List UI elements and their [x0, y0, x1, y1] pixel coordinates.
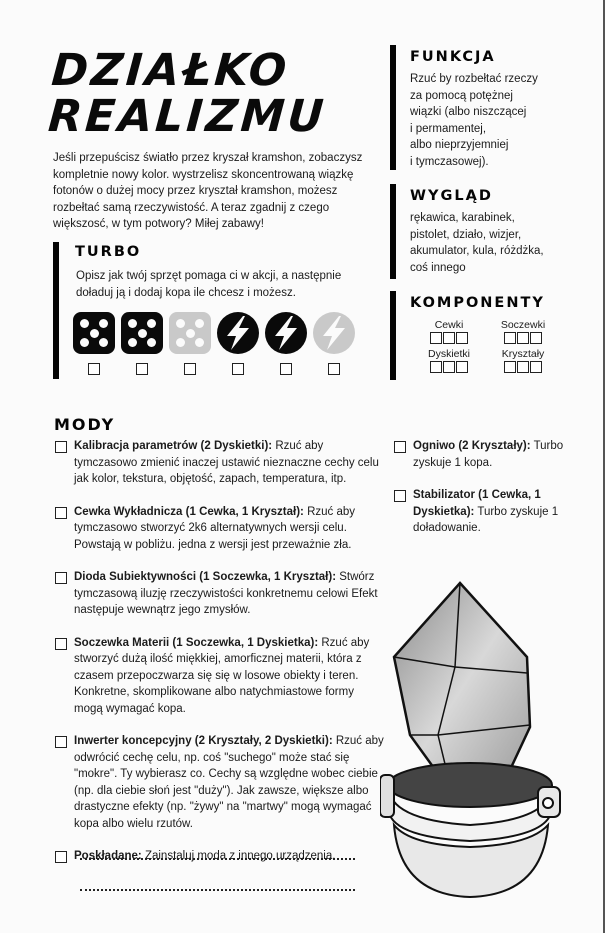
mod-name: Ogniwo (2 Kryształy): [413, 440, 531, 452]
component-label: Dyskietki [427, 348, 470, 360]
turbo-item [217, 312, 259, 375]
mod-description: Rzuć aby tymczasowo zmienić inaczej ustawić nieznaczne cechy celu jak kolor, tekstura, objętość, zapach, temperatura, itp. [74, 440, 379, 485]
wyglad-line: rękawica, karabinek, [410, 212, 515, 224]
component-checkbox[interactable] [443, 332, 455, 344]
mod-name: Inwerter koncepcyjny (2 Kryształy, 2 Dyskietki): [74, 735, 333, 747]
die-five-icon [73, 312, 115, 354]
component-checkbox[interactable] [530, 332, 542, 344]
komponenty-heading: KOMPONENTY [410, 295, 545, 311]
komponenty-section [390, 291, 596, 380]
mod-item [394, 438, 584, 471]
mod-checkbox[interactable] [55, 507, 67, 519]
mody-heading: MODY [54, 415, 116, 434]
funkcja-section [390, 45, 596, 170]
title-line-2: REALIZMU [46, 91, 329, 142]
mod-item [55, 569, 385, 619]
turbo-item [313, 312, 355, 375]
component-checkbox[interactable] [517, 332, 529, 344]
title-line-1: DZIAŁKO [49, 45, 292, 96]
turbo-item [73, 312, 115, 375]
mod-checkbox[interactable] [55, 638, 67, 650]
mod-checkbox[interactable] [55, 736, 67, 748]
funkcja-text [410, 71, 538, 170]
turbo-checkbox[interactable] [328, 363, 340, 375]
mod-description: Rzuć aby tymczasowo stworzyć 2k6 alternatywnych wersji celu. Powstają w pobliżu. jedna z wersji jest przeważnie zła. [74, 505, 356, 551]
component-checkbox[interactable] [443, 361, 455, 373]
die-five-icon [169, 312, 211, 354]
write-in-line[interactable] [80, 858, 355, 860]
funkcja-line: i permamentej, [410, 122, 487, 135]
mod-name: Soczewka Materii (1 Soczewka, 1 Dyskietka): [74, 636, 319, 649]
funkcja-heading: FUNKCJA [410, 49, 496, 65]
component-checkbox[interactable] [517, 361, 529, 373]
mod-checkbox[interactable] [55, 441, 67, 453]
die-five-icon [121, 312, 163, 354]
turbo-item [121, 312, 163, 375]
turbo-description: Opisz jak twój sprzęt pomaga ci w akcji, a następnie doładuj ją i dodaj kopa ile chcesz i możesz. [76, 270, 342, 299]
write-in-line[interactable] [80, 889, 355, 891]
mod-item [55, 733, 385, 832]
component-label: Soczewki [500, 319, 546, 331]
mod-item [55, 504, 385, 554]
wyglad-text [410, 210, 544, 276]
funkcja-line: Rzuć by rozbełtać rzeczy [410, 73, 538, 85]
mod-checkbox[interactable] [394, 441, 406, 453]
mods-list-left [55, 438, 385, 881]
turbo-item [169, 312, 211, 375]
component-checkbox[interactable] [530, 361, 542, 373]
crystal-device-illustration [380, 575, 580, 905]
mod-checkbox[interactable] [394, 490, 406, 502]
component-checkbox[interactable] [430, 332, 442, 344]
mod-name: Poskładane: [74, 850, 142, 862]
mod-description: Rzuć aby stworzyć dużą ilość miękkiej, amorficznej materii, która z czasem przepoczwarza się się w losowe obiekty i teren. Konkretne, skomplikowane albo natychmiastowe formy mogą wymagać kopa. [74, 636, 370, 715]
component-checkbox[interactable] [456, 361, 468, 373]
component-checkbox[interactable] [456, 332, 468, 344]
mod-name: Kalibracja parametrów (2 Dyskietki): [74, 440, 273, 452]
wyglad-section [390, 184, 596, 279]
turbo-checkbox[interactable] [184, 363, 196, 375]
mod-checkbox[interactable] [55, 572, 67, 584]
component-label: Kryształy [501, 348, 545, 360]
turbo-checkbox[interactable] [88, 363, 100, 375]
wyglad-heading: WYGLĄD [410, 188, 493, 204]
mod-description: Turbo zyskuje 1 kopa. [413, 440, 564, 469]
component-soczewki [492, 319, 554, 344]
mod-checkbox[interactable] [55, 851, 67, 863]
component-checkbox[interactable] [504, 332, 516, 344]
mod-name: Cewka Wykładnicza (1 Cewka, 1 Kryształ): [74, 505, 304, 518]
wyglad-line: akumulator, kula, różdżka, [410, 245, 544, 257]
turbo-item [265, 312, 307, 375]
component-checkbox[interactable] [504, 361, 516, 373]
component-checkbox[interactable] [430, 361, 442, 373]
funkcja-line: i tymczasowej). [410, 155, 489, 168]
mod-name: Dioda Subiektywności (1 Soczewka, 1 Kryształ): [74, 571, 337, 583]
lightning-bolt-icon [313, 312, 355, 354]
funkcja-line: wiązki (albo niszczącej [410, 106, 527, 118]
mods-list-right [394, 438, 584, 553]
turbo-checkbox[interactable] [280, 363, 292, 375]
lightning-bolt-icon [217, 312, 259, 354]
wyglad-line: pistolet, działo, wizjer, [410, 228, 522, 241]
page-title [46, 45, 353, 142]
intro-paragraph: Jeśli przepuścisz światło przez kryszał kramshon, zobaczysz kompletnie nowy kolor. wystrzelisz skoncentrowaną wiązkę fotonów o dużej mocy przez kryształ kramshon, możesz rozbełtać samą rzeczywistość. A teraz zgadnij z czego większosć, w tym potwory? Miłej zabawy! [53, 152, 363, 230]
turbo-section [53, 242, 359, 379]
component-krysztaly [492, 348, 554, 373]
mod-description: Stwórz tymczasową iluzję rzeczywistości konkretnemu celowi Efekt następuje wewnątrz jego zmysłów. [74, 571, 378, 616]
component-label: Cewki [434, 319, 464, 331]
wyglad-line: coś innego [410, 261, 466, 274]
turbo-tracker [73, 312, 355, 375]
turbo-checkbox[interactable] [232, 363, 244, 375]
turbo-checkbox[interactable] [136, 363, 148, 375]
lightning-bolt-icon [265, 312, 307, 354]
component-cewki [418, 319, 480, 344]
funkcja-line: albo nieprzyjemniej [410, 139, 509, 151]
mod-item [55, 848, 385, 865]
mod-name: Stabilizator (1 Cewka, 1 Dyskietka): [413, 489, 541, 518]
mod-item [55, 438, 385, 488]
turbo-heading: TURBO [75, 244, 142, 260]
mod-item [394, 487, 584, 537]
component-tracker [418, 319, 554, 373]
component-dyskietki [418, 348, 480, 373]
mod-description: Zainstaluj moda z innego urządzenia. [141, 850, 336, 862]
mod-item [55, 635, 385, 718]
mod-description: Rzuć aby odwrócić cechę celu, np. coś "suchego" może stać się "mokre". Ty wybierasz co. Cechy są względne wobec ciebie (np. dla ciebie słoń jest "duży"). Jak zawsze, większe albo drastyczne efekty (np. "żywy" na "martwy" mogą wymagać kopa albo wielu rzutów. [74, 735, 384, 830]
funkcja-line: za pomocą potężnej [410, 89, 513, 102]
mod-description: Turbo zyskuje 1 doładowanie. [413, 505, 559, 534]
